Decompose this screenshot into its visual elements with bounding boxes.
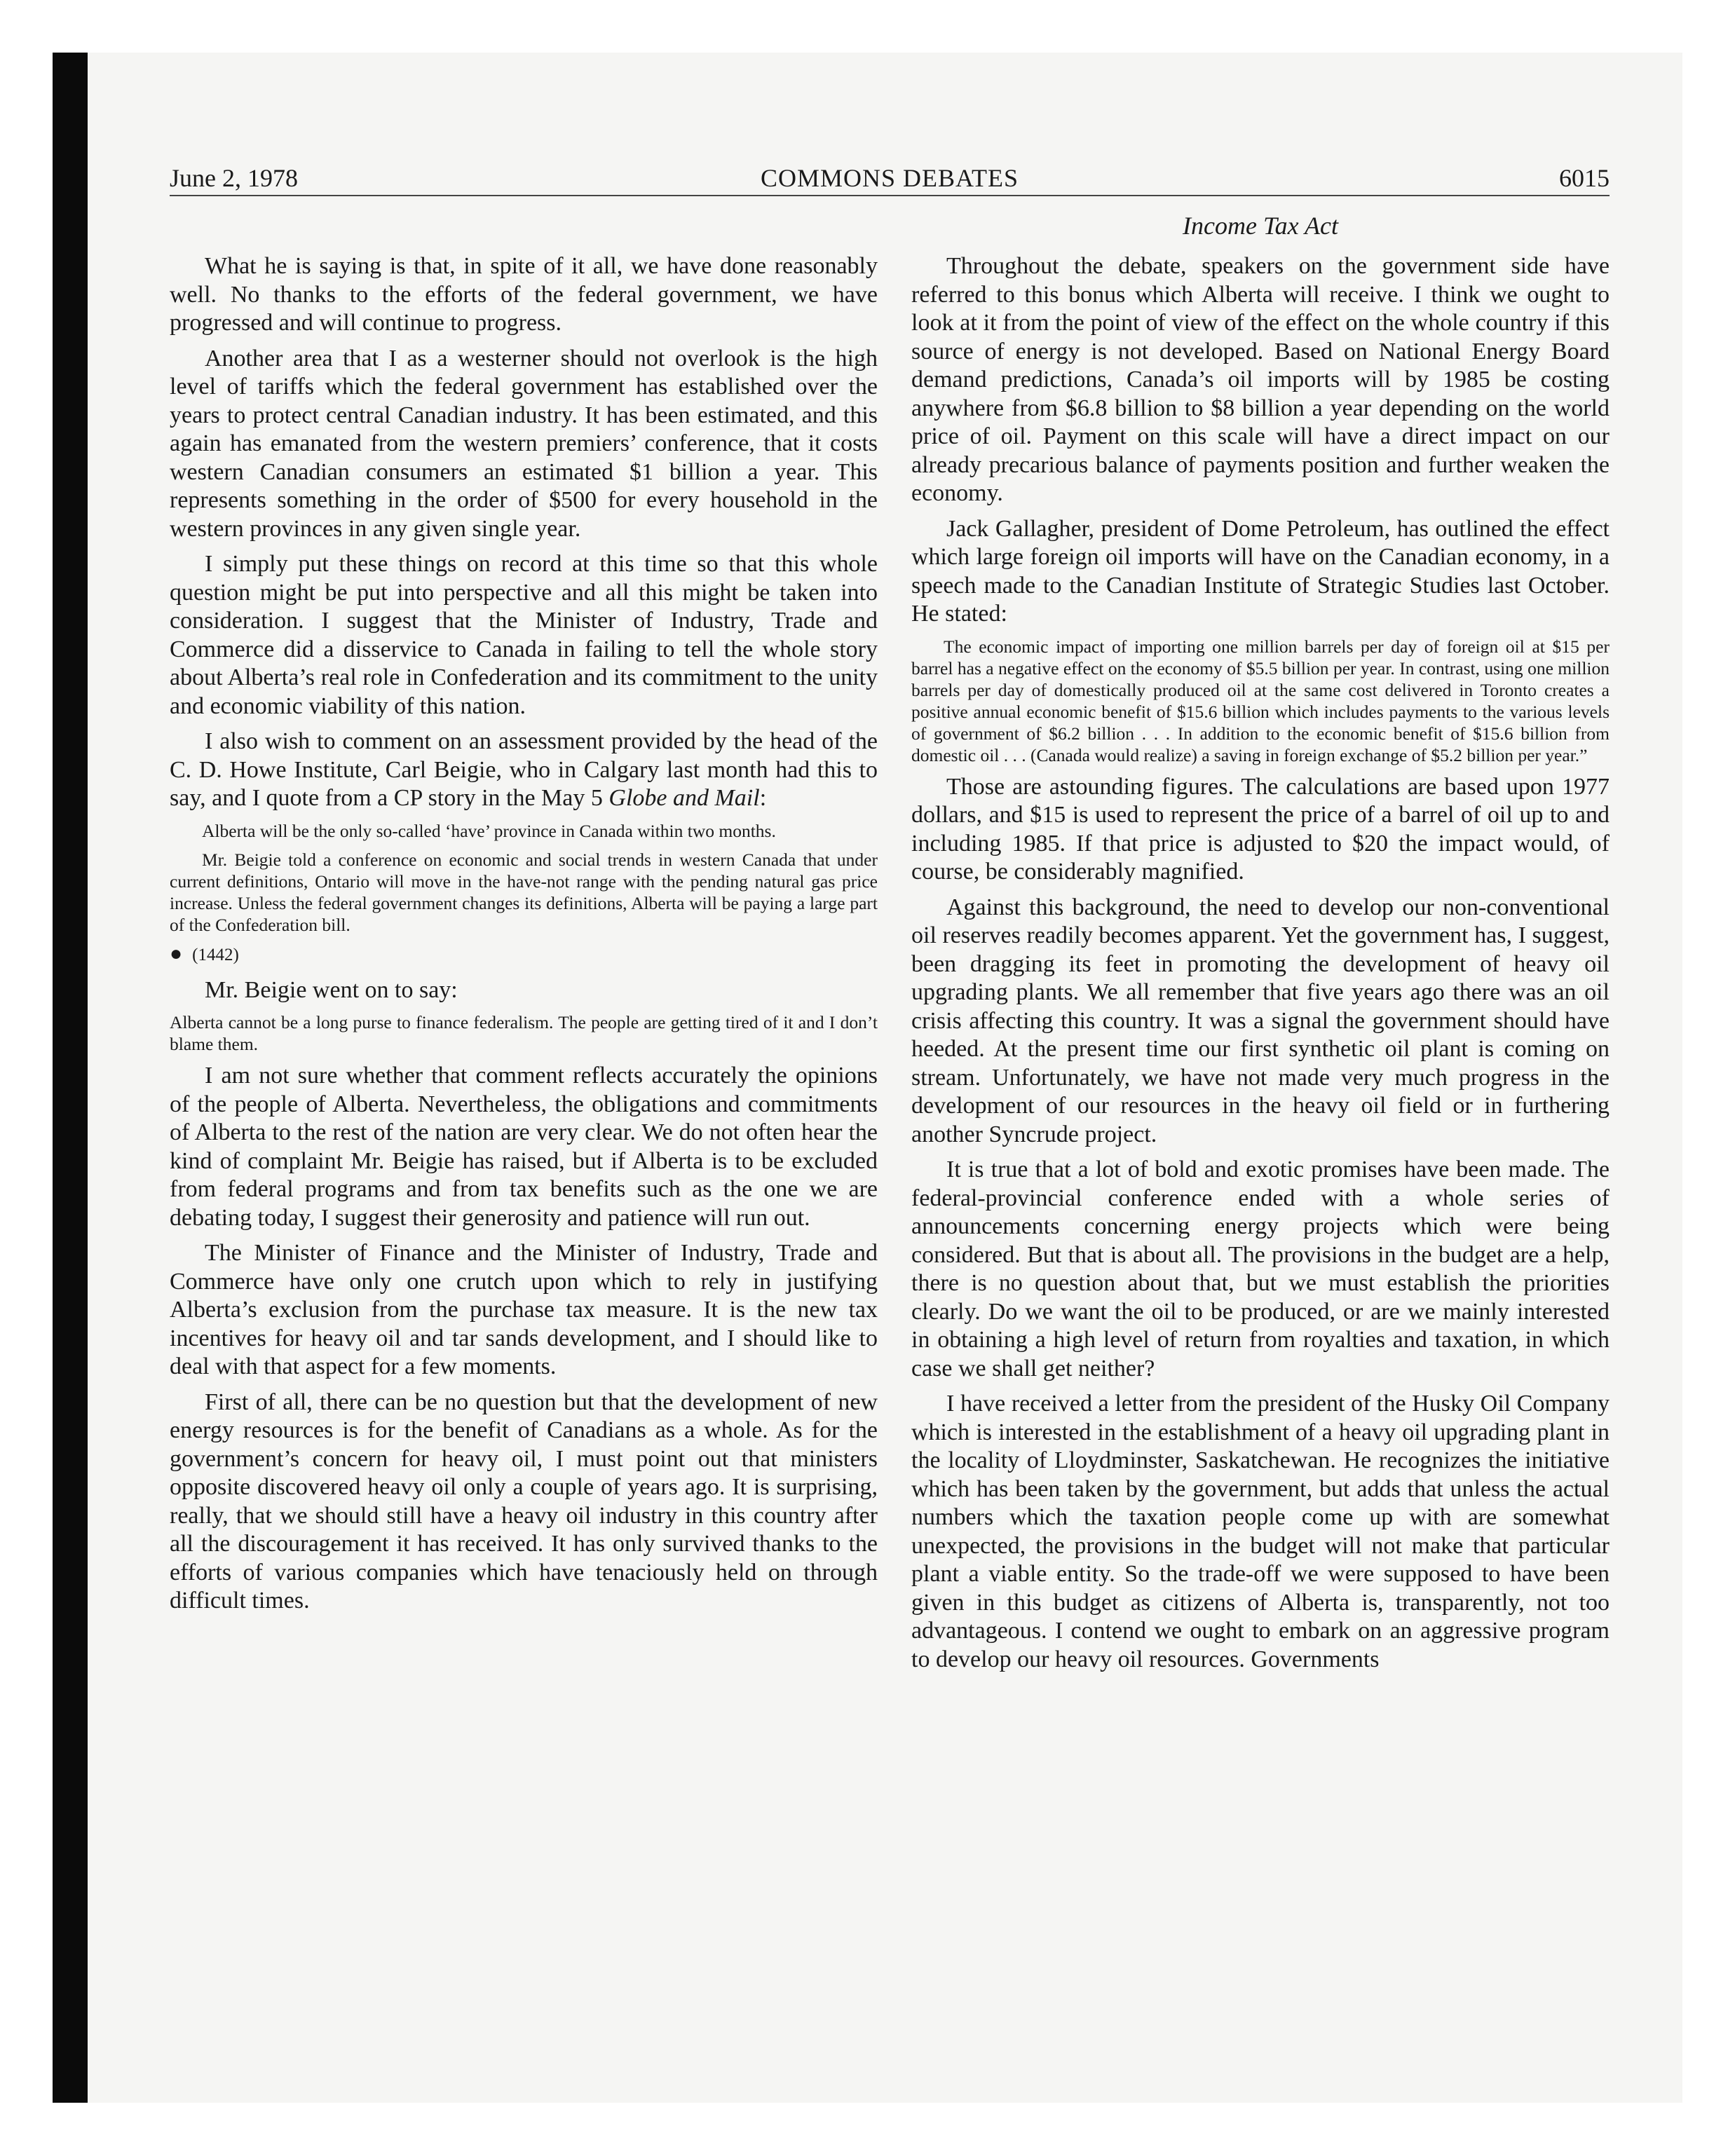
- page-header: [170, 161, 1610, 195]
- time-marker: [170, 943, 878, 967]
- publication-title: COMMONS DEBATES: [760, 164, 1019, 192]
- paragraph: Those are astounding figures. The calculations are based upon 1977 dollars, and $15 is used to represent the price of a barrel of oil up to and including 1985. If that price is adjusted to $20 the impact would, of course, be considerably magnified.: [911, 773, 1610, 885]
- paragraph: It is true that a lot of bold and exotic promises have been made. The federal-provincial conference ended with a whole series of announcements concerning energy projects which were being considered. But that is about all. The provisions in the budget are a help, there is no question about that, but we must establish the priorities clearly. Do we want the oil to be produced, or are we mainly interested in obtaining a high level of return from royalties and taxation, in which case we shall get neither?: [911, 1157, 1610, 1381]
- paragraph: First of all, there can be no question but that the development of new energy resources is for the benefit of Canadians as a whole. As for the government’s concern for heavy oil, I must point out that ministers opposite discovered heavy oil only a couple of years ago. It is surprising, really, that we should still have a heavy oil industry in this country after all the discouragement it has received. It has only survived thanks to the efforts of various companies which have tenaciously held on through difficult times.: [170, 1389, 878, 1613]
- paragraph: I simply put these things on record at this time so that this whole question might be put into perspective and all this might be taken into consideration. I suggest that the Minister of Industry, Trade and Commerce did a disservice to Canada in failing to tell the whole story about Alberta’s real role in Confederation and its commitment to the unity and economic viability of this nation.: [170, 551, 878, 719]
- paragraph: The Minister of Finance and the Minister of Industry, Trade and Commerce have only one crutch upon which to rely in justifying Alberta’s exclusion from the purchase tax measure. It is the new tax incentives for heavy oil and tar sands development, and I should like to deal with that aspect for a few moments.: [170, 1240, 878, 1379]
- paragraph: Jack Gallagher, president of Dome Petroleum, has outlined the effect which large foreign oil imports will have on the Canadian economy, in a speech made to the Canadian Institute of Strategic Studies last October. He stated:: [911, 515, 1610, 627]
- block-quote: Alberta will be the only so-called ‘have’ province in Canada within two months.: [202, 820, 776, 841]
- block-quote: The economic impact of importing one million barrels per day of foreign oil at $15 per barrel has a negative effect on the economy of $5.5 billion per year. In contrast, using one million barrels per day of domestically produced oil at the same cost delivered in Toronto creates a positive annual economic benefit of $15.6 billion which includes payments to the various levels of government of $6.2 billion . . . In addition to the economic benefit of $15.6 billion from domestic oil . . . (Canada would realize) a saving in foreign exchange of $5.2 billion per year.”: [911, 636, 1610, 765]
- right-column: [911, 252, 1610, 1681]
- paragraph-text: I also wish to comment on an assessment provided by the head of the C. D. Howe Institute, Carl Beigie, who in Calgary last month had this to say, and I quote from a CP story in the May 5: [170, 728, 878, 811]
- paragraph: [170, 728, 878, 813]
- newspaper-title: Globe and Mail: [608, 785, 760, 811]
- page-number: 6015: [1559, 164, 1610, 192]
- paragraph: I am not sure whether that comment reflects accurately the opinions of the people of Alberta. Nevertheless, the obligations and commitments of Alberta to the rest of the nation are very clear. We do not often hear the kind of complaint Mr. Beigie has raised, but if Alberta is to be excluded from federal programs and from tax benefits such as the one we are debating today, I suggest their generosity and patience will run out.: [170, 1063, 878, 1231]
- paragraph: Against this background, the need to develop our non-conventional oil reserves readily becomes apparent. Yet the government has, I suggest, been dragging its feet in promoting the development of heavy oil upgrading plants. We all remember that five years ago there was an oil crisis affecting this country. It was a signal the government should have heeded. At the present time our first synthetic oil plant is coming on stream. Unfortunately, we have not made very much progress in the development of our resources in the heavy oil field or in furthering another Syncrude project.: [911, 894, 1610, 1147]
- block-quote: Mr. Beigie told a conference on economic and social trends in western Canada that under current definitions, Ontario will move in the have-not range with the pending natural gas price increase. Unless the federal government changes its definitions, Alberta will be paying a large part of the Confederation bill.: [170, 849, 878, 935]
- bullet-icon: ●: [170, 941, 183, 965]
- header-rule: [170, 195, 1610, 196]
- paragraph: Another area that I as a westerner should not overlook is the high level of tariffs which the federal government has established over the years to protect central Canadian industry. It has been estimated, and this again has emanated from the western premiers’ conference, that it costs western Canadian consumers an estimated $1 billion a year. This represents something in the order of $500 for every household in the western provinces in any given single year.: [170, 345, 878, 542]
- paragraph-punctuation: :: [759, 785, 767, 811]
- time-marker-text: (1442): [192, 945, 239, 964]
- paragraph: Mr. Beigie went on to say:: [205, 976, 458, 1003]
- paragraph: Throughout the debate, speakers on the government side have referred to this bonus which Alberta will receive. I think we ought to look at it from the point of view of the effect on the whole country if this source of energy is not developed. Based on National Energy Board demand predictions, Canada’s oil imports will by 1985 be costing anywhere from $6.8 billion to $8 billion a year depending on the world price of oil. Payment on this scale will have a direct impact on our already precarious balance of payments position and further weaken the economy.: [911, 253, 1610, 506]
- paragraph: What he is saying is that, in spite of it all, we have done reasonably well. No thanks to the efforts of the federal government, we have progressed and will continue to progress.: [170, 253, 878, 336]
- block-quote: Alberta cannot be a long purse to finance federalism. The people are getting tired of it and I don’t blame them.: [170, 1012, 878, 1054]
- paragraph: I have received a letter from the president of the Husky Oil Company which is interested in the establishment of a heavy oil upgrading plant in the locality of Lloydminster, Saskatchewan. He recognizes the initiative which has been taken by the government, but adds that unless the actual numbers which the taxation people come up with are somewhat unexpected, the provisions in the budget will not make that particular plant a viable entity. So the trade-off we were supposed to have been given in this budget as citizens of Alberta is, transparently, not too advantageous. I contend we ought to embark on an aggressive program to develop our heavy oil resources. Governments: [911, 1391, 1610, 1672]
- left-column: [170, 252, 878, 1623]
- header-date: June 2, 1978: [170, 164, 298, 192]
- running-head: Income Tax Act: [1183, 212, 1338, 240]
- binding-edge: [53, 53, 88, 2103]
